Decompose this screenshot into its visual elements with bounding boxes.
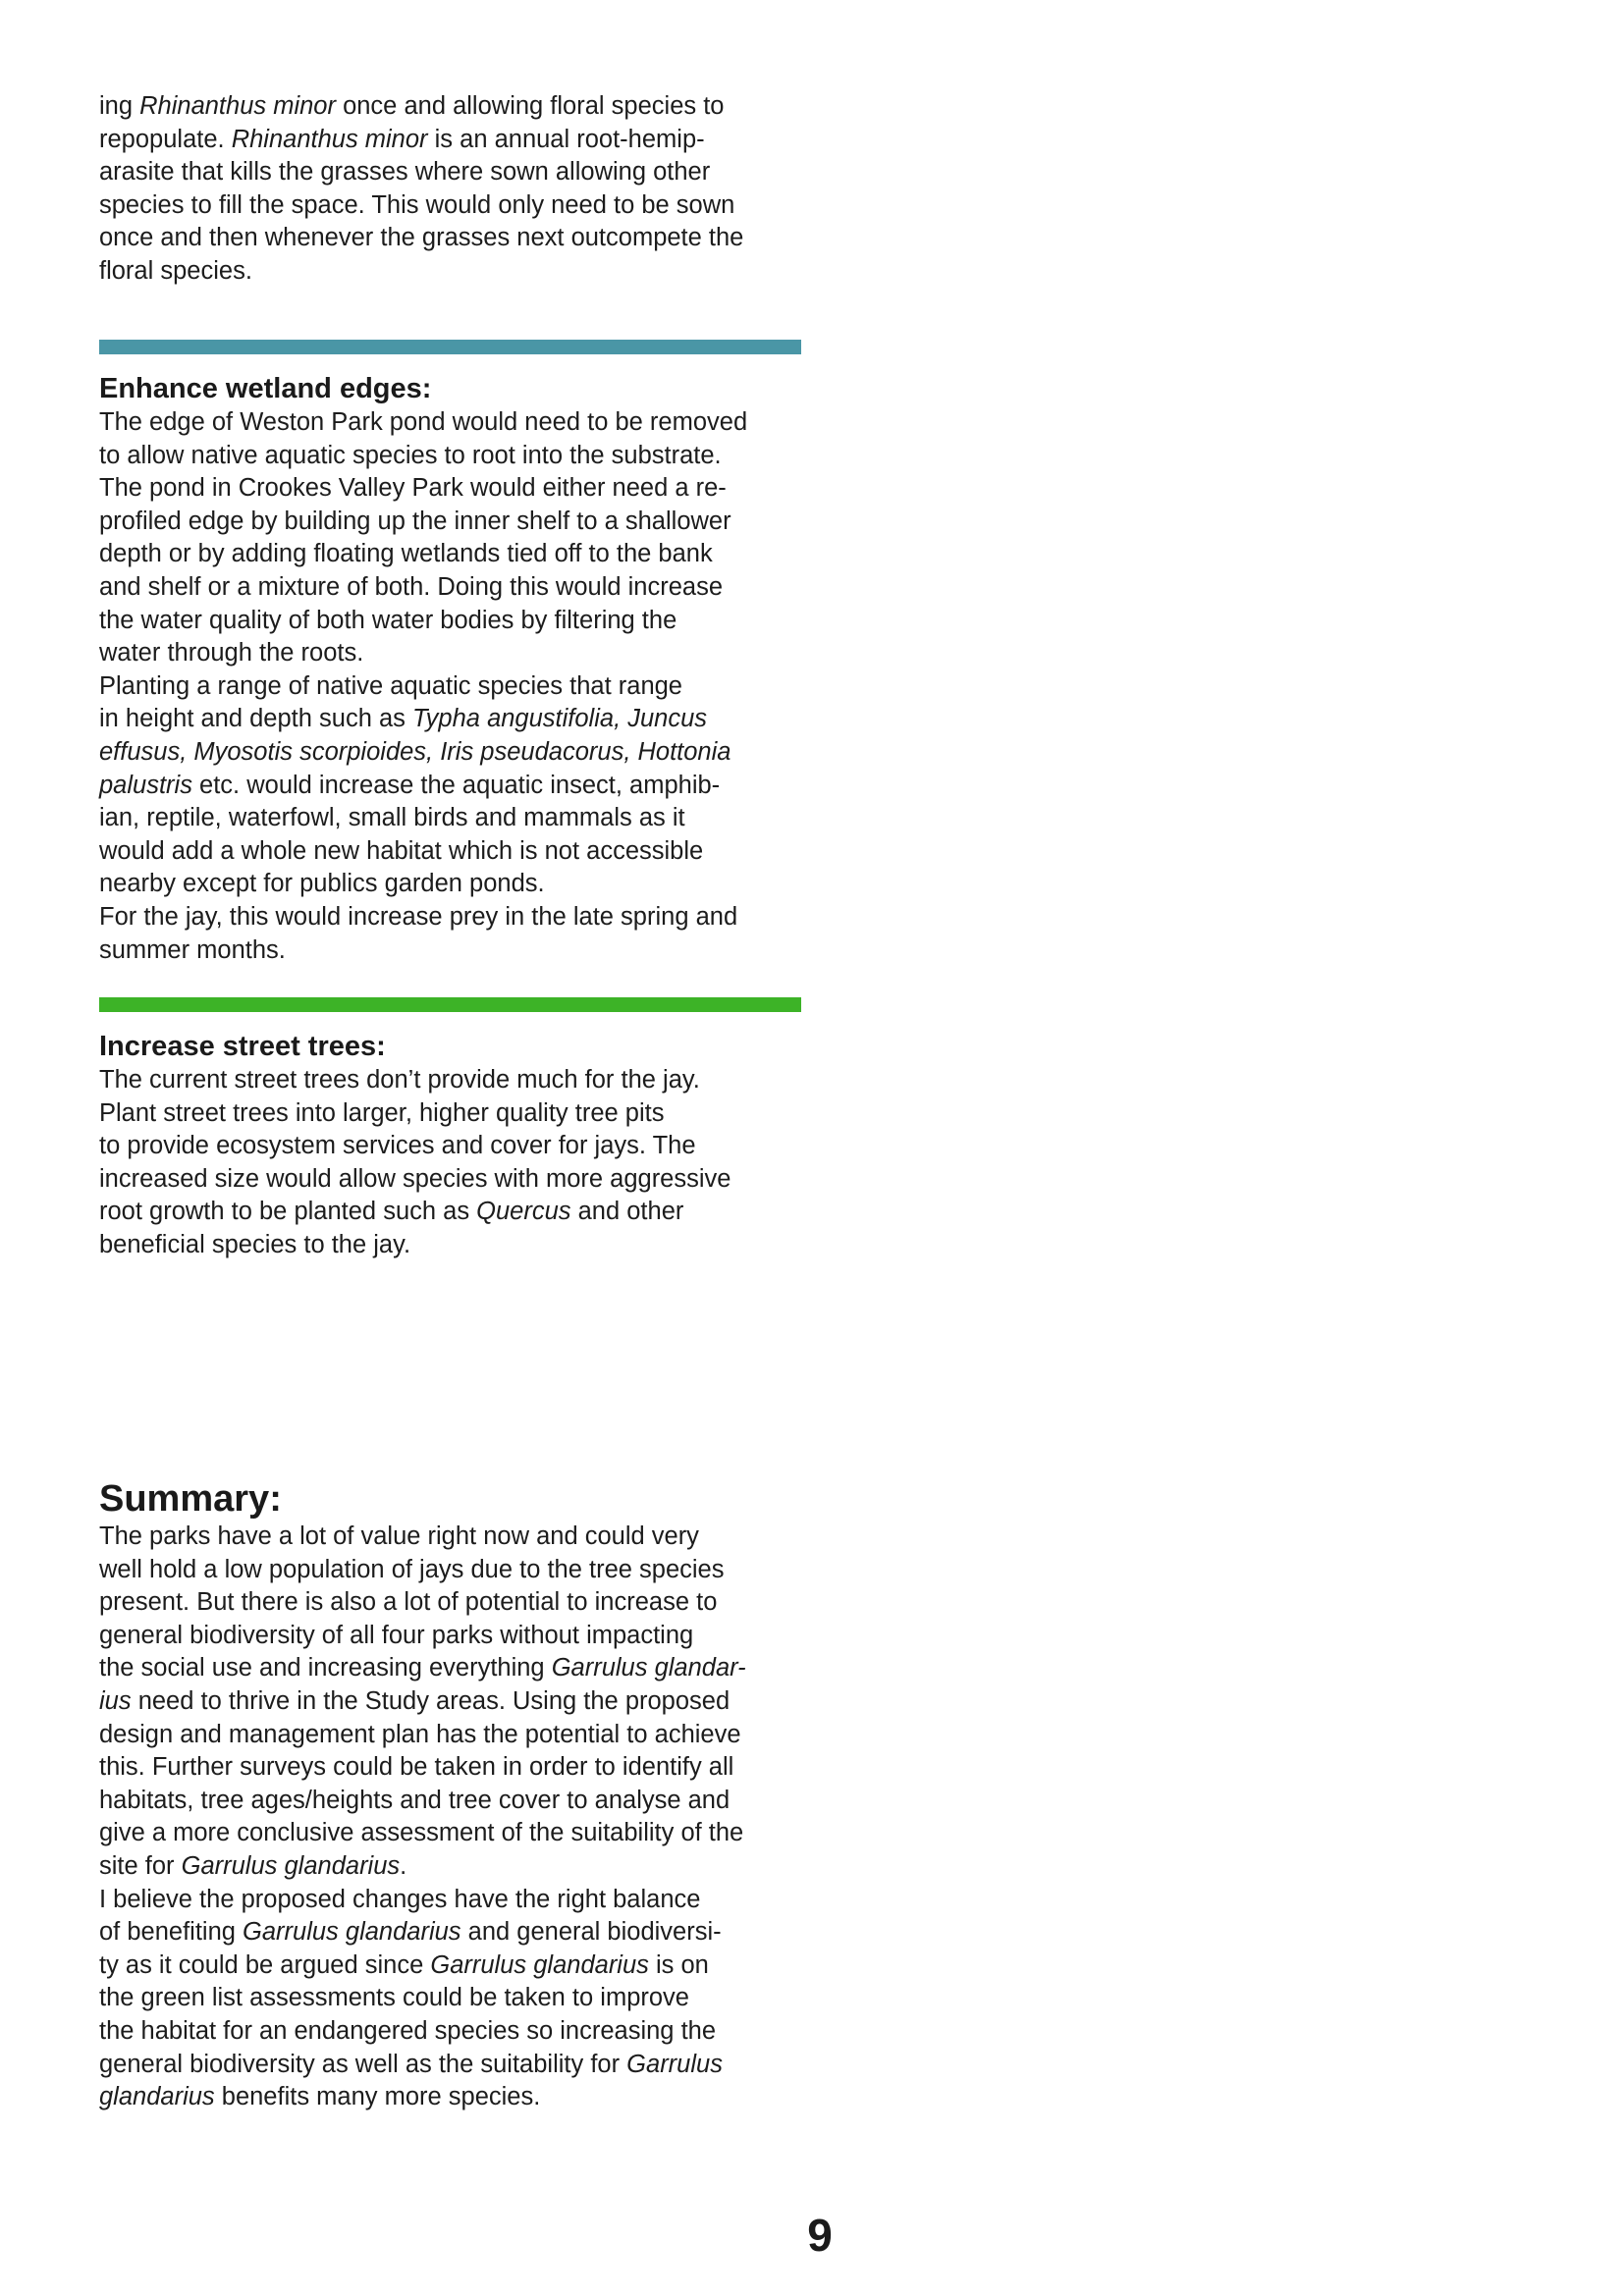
- text-line: [99, 605, 801, 638]
- text-line: [99, 1719, 801, 1752]
- text-line: [99, 934, 801, 968]
- summary-paragraph: [99, 1521, 801, 2114]
- text-line: [99, 1916, 801, 1949]
- text-segment: the habitat for an endangered species so increasing the: [99, 2016, 717, 2045]
- text-segment: and shelf or a mixture of both. Doing this would increase: [99, 572, 724, 601]
- summary-heading: Summary:: [99, 1478, 282, 1520]
- italic-text: palustris: [99, 771, 192, 799]
- text-line: [99, 901, 801, 934]
- text-segment: of benefiting: [99, 1918, 244, 1947]
- text-line: [99, 2015, 801, 2049]
- text-segment: increased size would allow species with more aggressive: [99, 1164, 731, 1193]
- text-line: [99, 736, 801, 770]
- text-line: [99, 1620, 801, 1653]
- summary-section: [99, 1477, 801, 2114]
- text-segment: and other: [570, 1198, 684, 1226]
- text-segment: Planting a range of native aquatic species that range: [99, 671, 682, 700]
- street-trees-heading: Increase street trees:: [99, 1031, 386, 1062]
- text-segment: summer months.: [99, 935, 286, 964]
- text-segment: depth or by adding floating wetlands tied off to the bank: [99, 540, 713, 568]
- text-line: [99, 1521, 801, 1554]
- text-segment: The parks have a lot of value right now and could very: [99, 1522, 699, 1550]
- italic-text: Rhinanthus minor: [139, 92, 336, 120]
- text-line: [99, 1229, 801, 1262]
- text-line: [99, 1586, 801, 1620]
- text-segment: general biodiversity as well as the suitability for: [99, 2050, 627, 2078]
- text-line: [99, 2081, 801, 2114]
- text-line: [99, 124, 801, 157]
- text-line: [99, 90, 801, 124]
- text-segment: in height and depth such as: [99, 705, 412, 733]
- text-segment: profiled edge by building up the inner shelf to a shallower: [99, 507, 731, 535]
- italic-text: Garrulus glandarius: [430, 1950, 649, 1979]
- text-line: [99, 1130, 801, 1163]
- street-trees-section: [99, 997, 801, 1262]
- italic-text: Garrulus glandarius: [243, 1918, 461, 1947]
- text-segment: this. Further surveys could be taken in order to identify all: [99, 1753, 734, 1782]
- text-segment: water through the roots.: [99, 639, 364, 667]
- text-segment: would add a whole new habitat which is not accessible: [99, 836, 704, 865]
- text-line: [99, 1652, 801, 1685]
- text-segment: and general biodiversi-: [460, 1918, 722, 1947]
- text-segment: the water quality of both water bodies by filtering the: [99, 606, 677, 634]
- text-line: [99, 1982, 801, 2015]
- text-segment: ian, reptile, waterfowl, small birds and mammals as it: [99, 804, 685, 832]
- intro-paragraph: [99, 90, 801, 289]
- text-line: [99, 440, 801, 473]
- text-segment: beneficial species to the jay.: [99, 1230, 411, 1258]
- text-line: [99, 1064, 801, 1097]
- italic-text: Garrulus: [626, 2050, 723, 2078]
- text-segment: The pond in Crookes Valley Park would either need a re-: [99, 474, 727, 503]
- italic-text: Rhinanthus minor: [231, 125, 428, 153]
- italic-text: Garrulus glandar-: [551, 1654, 746, 1682]
- text-line: [99, 637, 801, 670]
- text-segment: repopulate.: [99, 125, 232, 153]
- street-trees-paragraph: [99, 1064, 801, 1262]
- text-segment: arasite that kills the grasses where sown allowing other: [99, 158, 711, 187]
- italic-text: ius: [99, 1686, 132, 1715]
- text-segment: once and allowing floral species to: [335, 92, 725, 120]
- text-segment: .: [400, 1851, 407, 1880]
- text-line: [99, 1884, 801, 1917]
- text-line: [99, 406, 801, 440]
- street-trees-accent-bar: [99, 997, 801, 1012]
- text-segment: once and then whenever the grasses next outcompete the: [99, 224, 744, 252]
- text-segment: ing: [99, 92, 140, 120]
- text-segment: I believe the proposed changes have the right balance: [99, 1885, 701, 1913]
- text-segment: is an annual root-hemip-: [427, 125, 705, 153]
- text-segment: need to thrive in the Study areas. Using the proposed: [131, 1686, 731, 1715]
- text-line: [99, 835, 801, 869]
- text-line: [99, 2049, 801, 2082]
- wetland-accent-bar: [99, 340, 801, 354]
- text-line: [99, 1817, 801, 1850]
- text-segment: to provide ecosystem services and cover for jays. The: [99, 1132, 696, 1160]
- text-segment: species to fill the space. This would only need to be sown: [99, 190, 735, 219]
- text-segment: give a more conclusive assessment of the suitability of the: [99, 1819, 744, 1847]
- italic-text: effusus, Myosotis scorpioides, Iris pseudacorus, Hottonia: [99, 737, 731, 766]
- text-segment: general biodiversity of all four parks without impacting: [99, 1621, 694, 1649]
- text-segment: Plant street trees into larger, higher quality tree pits: [99, 1098, 665, 1127]
- text-segment: well hold a low population of jays due to the tree species: [99, 1555, 725, 1583]
- text-segment: habitats, tree ages/heights and tree cover to analyse and: [99, 1786, 731, 1814]
- text-segment: The current street trees don’t provide much for the jay.: [99, 1066, 700, 1094]
- italic-text: Quercus: [476, 1198, 571, 1226]
- wetland-section: [99, 340, 801, 967]
- text-line: [99, 670, 801, 704]
- text-line: [99, 189, 801, 223]
- text-line: [99, 1785, 801, 1818]
- text-line: [99, 1685, 801, 1719]
- text-line: [99, 506, 801, 539]
- text-line: [99, 538, 801, 571]
- text-segment: to allow native aquatic species to root into the substrate.: [99, 441, 722, 469]
- text-segment: benefits many more species.: [214, 2083, 541, 2111]
- text-line: [99, 703, 801, 736]
- text-line: [99, 1949, 801, 1983]
- text-line: [99, 1850, 801, 1884]
- text-segment: site for: [99, 1851, 182, 1880]
- text-line: [99, 868, 801, 901]
- text-line: [99, 156, 801, 189]
- page-number: 9: [807, 2210, 833, 2261]
- text-segment: floral species.: [99, 256, 252, 285]
- wetland-paragraph: [99, 406, 801, 967]
- text-line: [99, 571, 801, 605]
- text-segment: For the jay, this would increase prey in the late spring and: [99, 902, 738, 931]
- text-line: [99, 1554, 801, 1587]
- text-segment: nearby except for publics garden ponds.: [99, 870, 545, 898]
- text-line: [99, 1097, 801, 1131]
- text-segment: design and management plan has the potential to achieve: [99, 1720, 741, 1748]
- text-line: [99, 1751, 801, 1785]
- wetland-heading: Enhance wetland edges:: [99, 373, 432, 404]
- text-segment: is on: [648, 1950, 709, 1979]
- text-segment: the social use and increasing everything: [99, 1654, 552, 1682]
- text-line: [99, 802, 801, 835]
- italic-text: glandarius: [99, 2083, 215, 2111]
- text-line: [99, 770, 801, 803]
- text-segment: etc. would increase the aquatic insect, amphib-: [191, 771, 721, 799]
- text-segment: The edge of Weston Park pond would need to be removed: [99, 408, 748, 436]
- text-line: [99, 1196, 801, 1229]
- text-line: [99, 255, 801, 289]
- text-line: [99, 222, 801, 255]
- intro-section: [99, 90, 801, 289]
- text-segment: ty as it could be argued since: [99, 1950, 431, 1979]
- italic-text: Garrulus glandarius: [181, 1851, 401, 1880]
- text-line: [99, 472, 801, 506]
- text-segment: root growth to be planted such as: [99, 1198, 477, 1226]
- text-segment: the green list assessments could be taken to improve: [99, 1984, 689, 2012]
- text-line: [99, 1163, 801, 1197]
- italic-text: Typha angustifolia, Juncus: [412, 705, 708, 733]
- text-segment: present. But there is also a lot of potential to increase to: [99, 1588, 718, 1617]
